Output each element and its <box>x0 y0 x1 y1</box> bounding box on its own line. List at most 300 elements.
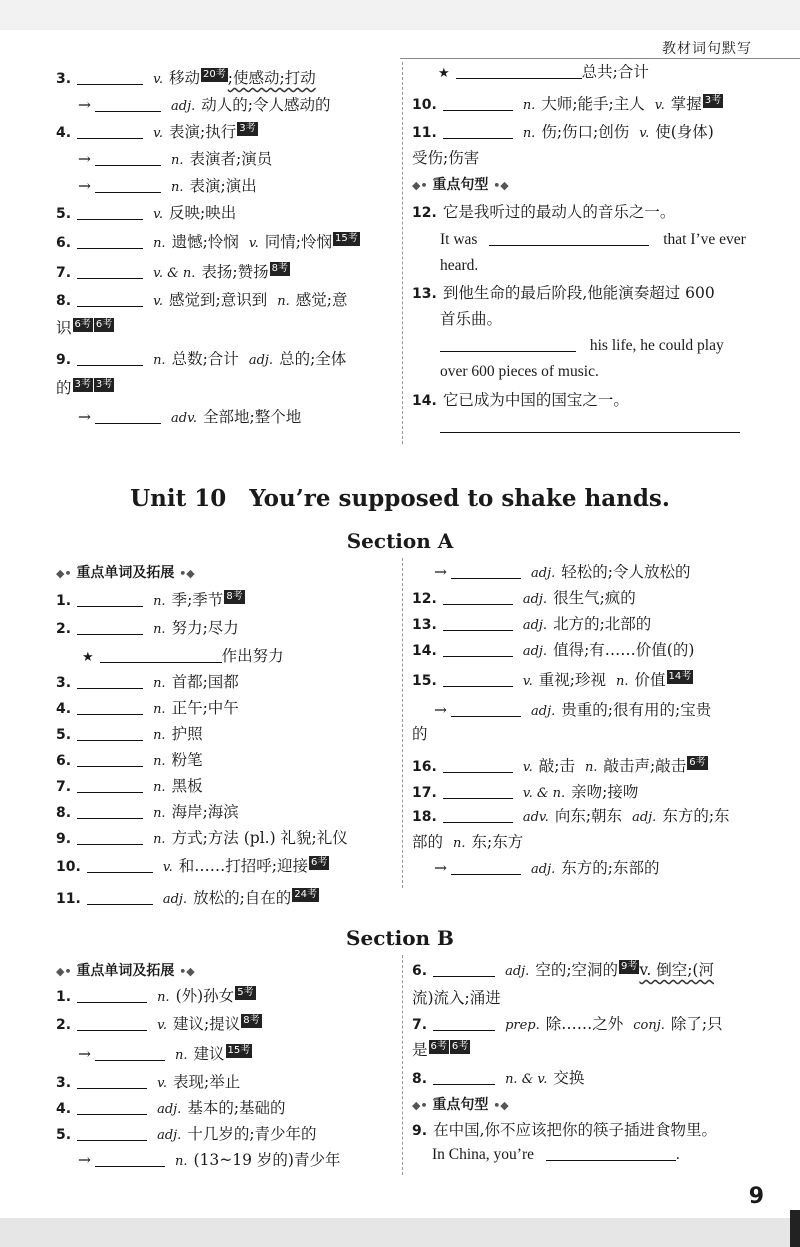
item-number: 2. <box>56 621 72 637</box>
definition: 方式;方法 (pl.) 礼貌;礼仪 <box>171 829 348 847</box>
exam-count-badge: 24考 <box>294 889 318 900</box>
arrow-icon: → <box>434 563 447 581</box>
definition-extra: 价值 <box>634 671 666 689</box>
vocab-row <box>56 122 258 144</box>
item-number: 15. <box>412 673 437 689</box>
column-divider-section-b <box>402 955 403 1175</box>
part-of-speech: n. <box>584 760 598 775</box>
section-b-title: Section B <box>346 926 454 950</box>
vocab-row <box>56 68 316 90</box>
vocab-row <box>56 349 346 371</box>
part-of-speech: n. <box>175 1154 188 1169</box>
vocab-row <box>412 148 479 168</box>
item-number: 1. <box>56 989 72 1005</box>
part-of-speech: n. <box>153 754 166 769</box>
vocab-row <box>412 832 523 854</box>
definition-extra: ;使感动;打动 <box>227 69 316 87</box>
definition-extra: 东;东方 <box>471 833 524 851</box>
unit-title: Unit 10 You’re supposed to shake hands. <box>130 485 670 512</box>
exam-count-badge: 6考 <box>310 857 328 868</box>
part-of-speech: n. <box>153 702 166 717</box>
definition: 除……之外 <box>545 1015 624 1033</box>
vocab-row <box>56 698 239 720</box>
definition: 空的;空洞的 <box>535 961 619 979</box>
column-divider-top <box>402 62 403 444</box>
exam-count-badge: 6考 <box>74 319 91 330</box>
definition: 首都;国都 <box>171 673 239 691</box>
star-icon: ★ <box>82 650 94 665</box>
exam-count-badge: 6考 <box>451 1041 469 1052</box>
definition: 反映;映出 <box>169 204 237 222</box>
answer-blank[interactable] <box>489 231 649 246</box>
answer-blank[interactable] <box>77 205 143 220</box>
definition: 敲;击 <box>538 757 575 775</box>
item-number: 10. <box>412 97 437 113</box>
part-of-speech: n. <box>157 990 170 1005</box>
vocab-row <box>412 588 636 610</box>
answer-blank[interactable] <box>100 648 222 663</box>
exam-count-badge: 15考 <box>334 233 358 244</box>
part-of-speech: n. <box>153 353 166 368</box>
sentence-12-en-cont: heard. <box>440 257 479 274</box>
answer-blank[interactable] <box>77 1100 147 1115</box>
definition: 轻松的;令人放松的 <box>561 563 691 581</box>
definition: 建议;提议 <box>173 1015 241 1033</box>
vocab-row <box>412 806 730 828</box>
continuation-text: 流)流入;涌进 <box>412 989 501 1007</box>
vocab-row <box>412 1040 470 1060</box>
exam-count-badge: 6考 <box>95 319 113 330</box>
part-of-speech: n. <box>171 153 184 168</box>
answer-blank[interactable] <box>433 1070 495 1085</box>
sentences-header-top: ◆• 重点句型 •◆ <box>412 177 509 193</box>
column-divider-section-a <box>402 558 403 888</box>
answer-blank[interactable] <box>443 808 513 823</box>
part-of-speech: v. <box>522 674 533 689</box>
vocab-row <box>56 646 284 668</box>
vocab-row <box>56 802 239 824</box>
vocab-row <box>56 407 301 429</box>
part-of-speech: v. <box>157 1018 167 1033</box>
definition: 放松的;自在的 <box>193 889 292 907</box>
arrow-icon: → <box>78 177 91 195</box>
definition: 重视;珍视 <box>538 671 606 689</box>
vocab-row <box>56 318 114 338</box>
part-of-speech: adj. <box>157 1102 182 1117</box>
definition: 粉笔 <box>171 751 203 769</box>
definition-extra: 敲击声;敲击 <box>603 757 687 775</box>
vocab-row <box>56 1150 340 1172</box>
item-number: 8. <box>412 1071 428 1087</box>
vocab-header-a: ◆• 重点单词及拓展 •◆ <box>56 565 195 581</box>
answer-blank[interactable] <box>440 337 576 352</box>
item-number: 10. <box>56 859 81 875</box>
answer-blank[interactable] <box>451 564 521 579</box>
part-of-speech: adj. <box>531 566 556 581</box>
item-number: 7. <box>412 1017 428 1033</box>
vocab-row <box>412 62 649 84</box>
vocab-row <box>56 1124 317 1146</box>
part-of-speech: n. <box>522 126 536 141</box>
answer-blank[interactable] <box>77 1016 147 1031</box>
item-number: 18. <box>412 809 437 825</box>
part-of-speech: adj. <box>505 964 530 979</box>
vocab-row <box>56 856 329 878</box>
continuation-text: 受伤;伤害 <box>412 149 480 167</box>
answer-blank[interactable] <box>77 1126 147 1141</box>
part-of-speech: prep. <box>505 1018 540 1033</box>
answer-blank[interactable] <box>87 858 153 873</box>
definition: 总数;合计 <box>171 350 239 368</box>
continuation-text: 是 <box>412 1041 428 1059</box>
definition: 十几岁的;青少年的 <box>187 1125 317 1143</box>
definition: 黑板 <box>171 777 203 795</box>
definition-extra: 掌握 <box>670 95 702 113</box>
answer-blank[interactable] <box>77 234 143 249</box>
vocab-row <box>56 724 203 746</box>
part-of-speech: adj. <box>248 353 274 368</box>
sentence-b9: 9. 在中国,你不应该把你的筷子插进食物里。 <box>412 1121 717 1139</box>
exam-count-badge: 8考 <box>271 263 288 274</box>
vocab-row <box>56 378 114 398</box>
item-number: 6. <box>412 963 428 979</box>
definition: 交换 <box>553 1069 585 1087</box>
sentence-13-cont: 首乐曲。 <box>440 310 503 328</box>
vocab-row <box>412 1014 723 1036</box>
answer-blank[interactable] <box>87 890 153 905</box>
definition: 北方的;北部的 <box>553 615 652 633</box>
part-of-speech: n. <box>615 674 629 689</box>
definition: 表演;执行 <box>169 123 237 141</box>
vocab-row <box>412 562 690 584</box>
definition: 表演者;演员 <box>189 150 273 168</box>
bottom-scan-strip <box>0 1218 800 1247</box>
part-of-speech: v. & n. <box>153 266 196 281</box>
vocab-row <box>56 828 348 850</box>
answer-blank[interactable] <box>77 70 143 85</box>
definition: 基本的;基础的 <box>187 1099 286 1117</box>
arrow-icon: → <box>78 150 91 168</box>
vocab-row <box>412 782 638 804</box>
exam-count-badge: 3考 <box>95 379 113 390</box>
answer-blank[interactable] <box>77 592 143 607</box>
part-of-speech: conj. <box>633 1018 665 1033</box>
part-of-speech: v. <box>153 207 163 222</box>
definition: 很生气;疯的 <box>553 589 636 607</box>
definition: 贵重的;很有用的;宝贵 <box>561 701 712 719</box>
answer-blank[interactable] <box>95 97 161 112</box>
exam-count-badge: 9考 <box>621 961 638 972</box>
continuation-text: 的 <box>412 725 428 743</box>
vocab-row <box>56 750 203 772</box>
definition-extra: 除了;只 <box>670 1015 723 1033</box>
definition: 动人的;令人感动的 <box>201 96 331 114</box>
vocab-row <box>412 756 708 778</box>
answer-blank[interactable] <box>77 292 143 307</box>
exam-count-badge: 20考 <box>203 69 226 80</box>
part-of-speech: n. <box>453 836 466 851</box>
vocab-row <box>56 888 319 910</box>
answer-blank[interactable] <box>443 96 513 111</box>
answer-blank[interactable] <box>77 700 143 715</box>
part-of-speech: n. <box>153 806 166 821</box>
sentences-header-b: ◆• 重点句型 •◆ <box>412 1097 509 1113</box>
answer-blank[interactable] <box>443 672 513 687</box>
item-number: 4. <box>56 125 72 141</box>
vocab-row <box>412 700 711 722</box>
vocab-row <box>412 858 659 880</box>
answer-blank[interactable] <box>443 784 513 799</box>
item-number: 13. <box>412 617 437 633</box>
sentence-b9-en: In China, you’re . <box>432 1146 680 1163</box>
item-number: 3. <box>56 1075 72 1091</box>
definition-extra: 同情;怜悯 <box>264 233 332 251</box>
definition: 总共;合计 <box>581 63 649 81</box>
part-of-speech: v. <box>639 126 650 141</box>
vocab-row <box>412 988 501 1008</box>
item-number: 11. <box>412 125 437 141</box>
part-of-speech: n. <box>171 180 184 195</box>
definition: 季;季节 <box>171 591 224 609</box>
exam-count-badge: 3考 <box>74 379 91 390</box>
item-number: 9. <box>56 352 72 368</box>
answer-line[interactable] <box>440 432 740 433</box>
vocab-row <box>56 149 272 171</box>
definition: 海岸;海滨 <box>171 803 239 821</box>
answer-blank[interactable] <box>77 726 143 741</box>
definition: 向东;朝东 <box>554 807 623 825</box>
vocab-row <box>56 1014 262 1036</box>
item-number: 7. <box>56 779 72 795</box>
vocab-row <box>56 672 239 694</box>
continuation-text: 部的 <box>412 833 444 851</box>
arrow-icon: → <box>78 408 91 426</box>
item-number: 12. <box>412 591 437 607</box>
answer-blank[interactable] <box>546 1146 676 1161</box>
answer-blank[interactable] <box>77 804 143 819</box>
answer-blank[interactable] <box>77 1074 147 1089</box>
item-number: 4. <box>56 701 72 717</box>
vocab-row <box>56 262 290 284</box>
answer-blank[interactable] <box>95 151 161 166</box>
vocab-row <box>412 960 714 982</box>
part-of-speech: v. <box>522 760 533 775</box>
sentence-13-en: his life, he could play <box>440 337 724 355</box>
arrow-icon: → <box>434 859 447 877</box>
definition-extra: 总的;全体 <box>279 350 347 368</box>
vocab-row <box>56 590 245 612</box>
definition: 和……打招呼;迎接 <box>178 857 308 875</box>
definition: 大师;能手;主人 <box>541 95 645 113</box>
vocab-header-b: ◆• 重点单词及拓展 •◆ <box>56 963 195 979</box>
part-of-speech: adv. <box>522 810 549 825</box>
definition: 亲吻;接吻 <box>571 783 639 801</box>
part-of-speech: n. <box>153 728 166 743</box>
sentence-13: 13. 到他生命的最后阶段,他能演奏超过 600 <box>412 284 715 302</box>
answer-blank[interactable] <box>77 620 143 635</box>
part-of-speech: adj. <box>162 892 188 907</box>
part-of-speech: adj. <box>531 704 556 719</box>
vocab-row <box>56 290 347 312</box>
vocab-row <box>412 1068 584 1090</box>
item-number: 14. <box>412 643 437 659</box>
part-of-speech: adv. <box>171 411 198 426</box>
arrow-icon: → <box>78 1151 91 1169</box>
part-of-speech: n. <box>153 832 166 847</box>
part-of-speech: n. & v. <box>505 1072 548 1087</box>
exam-count-badge: 8考 <box>226 591 243 602</box>
vocab-row <box>56 1044 252 1066</box>
answer-blank[interactable] <box>77 124 143 139</box>
definition: 感觉到;意识到 <box>169 291 268 309</box>
definition-extra: v. 倒空;(河 <box>639 961 714 979</box>
definition-extra: 使(身体) <box>655 123 714 141</box>
continuation-text: 识 <box>56 319 72 337</box>
vocab-row <box>56 776 203 798</box>
answer-blank[interactable] <box>95 1046 165 1061</box>
answer-blank[interactable] <box>77 351 143 366</box>
vocab-row <box>56 95 330 117</box>
vocab-row <box>56 986 256 1008</box>
definition: 遗憾;怜悯 <box>171 233 239 251</box>
definition: 表扬;赞扬 <box>201 263 269 281</box>
item-number: 16. <box>412 759 437 775</box>
item-number: 3. <box>56 675 72 691</box>
arrow-icon: → <box>78 1045 91 1063</box>
vocab-row <box>56 618 239 640</box>
answer-blank[interactable] <box>95 1152 165 1167</box>
answer-blank[interactable] <box>433 962 495 977</box>
item-number: 17. <box>412 785 437 801</box>
part-of-speech: n. <box>522 98 536 113</box>
definition: 作出努力 <box>221 647 284 665</box>
item-number: 3. <box>56 71 72 87</box>
part-of-speech: v. <box>153 126 163 141</box>
top-scan-strip <box>0 0 800 30</box>
definition-extra: 感觉;意 <box>295 291 348 309</box>
part-of-speech: v. <box>157 1076 167 1091</box>
part-of-speech: v. <box>248 236 259 251</box>
answer-blank[interactable] <box>433 1016 495 1031</box>
arrow-icon: → <box>78 96 91 114</box>
page-edge-mark <box>790 1210 800 1247</box>
item-number: 7. <box>56 265 72 281</box>
exam-count-badge: 6考 <box>689 757 706 768</box>
item-number: 4. <box>56 1101 72 1117</box>
answer-blank[interactable] <box>77 830 143 845</box>
exam-count-badge: 14考 <box>668 671 692 682</box>
definition: (13~19 岁的)青少年 <box>193 1151 341 1169</box>
answer-blank[interactable] <box>451 702 521 717</box>
sentence-12-en: It was that I’ve ever <box>440 231 746 248</box>
definition: 护照 <box>171 725 203 743</box>
exam-count-badge: 5考 <box>237 987 254 998</box>
vocab-row <box>56 1072 240 1094</box>
arrow-icon: → <box>434 701 447 719</box>
part-of-speech: n. <box>153 236 166 251</box>
item-number: 5. <box>56 206 72 222</box>
answer-blank[interactable] <box>77 674 143 689</box>
answer-blank[interactable] <box>95 409 161 424</box>
part-of-speech: adj. <box>531 862 556 877</box>
definition: 表演;演出 <box>189 177 257 195</box>
item-number: 1. <box>56 593 72 609</box>
part-of-speech: n. <box>153 622 166 637</box>
answer-blank[interactable] <box>443 642 513 657</box>
answer-blank[interactable] <box>456 64 582 79</box>
vocab-row <box>412 724 428 744</box>
answer-blank[interactable] <box>443 124 513 139</box>
star-icon: ★ <box>438 66 450 81</box>
part-of-speech: v. <box>654 98 665 113</box>
answer-blank[interactable] <box>443 758 513 773</box>
part-of-speech: adj. <box>522 644 548 659</box>
exam-count-badge: 8考 <box>243 1015 260 1026</box>
answer-blank[interactable] <box>95 178 161 193</box>
vocab-row <box>412 670 693 692</box>
part-of-speech: n. <box>153 594 166 609</box>
part-of-speech: n. <box>153 676 166 691</box>
exam-count-badge: 3考 <box>704 95 722 106</box>
definition: 努力;尽力 <box>171 619 239 637</box>
part-of-speech: adj. <box>171 99 196 114</box>
answer-blank[interactable] <box>451 860 521 875</box>
part-of-speech: v. <box>153 72 163 87</box>
vocab-row <box>412 614 651 636</box>
answer-blank[interactable] <box>77 264 143 279</box>
part-of-speech: n. <box>175 1048 188 1063</box>
part-of-speech: v. <box>162 860 173 875</box>
item-number: 6. <box>56 235 72 251</box>
sentence-14: 14. 它已成为中国的国宝之一。 <box>412 391 629 409</box>
exam-count-badge: 15考 <box>227 1045 251 1056</box>
sentence-13-en-cont: over 600 pieces of music. <box>440 363 599 380</box>
vocab-row <box>412 94 723 116</box>
sentence-12: 12. 它是我听过的最动人的音乐之一。 <box>412 203 676 221</box>
item-number: 11. <box>56 891 81 907</box>
answer-blank[interactable] <box>77 988 147 1003</box>
continuation-text: 的 <box>56 379 72 397</box>
answer-blank[interactable] <box>443 590 513 605</box>
part-of-speech: n. <box>277 294 290 309</box>
definition: 移动 <box>169 69 201 87</box>
item-number: 8. <box>56 805 72 821</box>
definition: 正午;中午 <box>171 699 239 717</box>
answer-blank[interactable] <box>77 778 143 793</box>
item-number: 5. <box>56 727 72 743</box>
definition: 东方的;东部的 <box>561 859 660 877</box>
vocab-row <box>56 232 360 254</box>
vocab-row <box>56 1098 286 1120</box>
answer-blank[interactable] <box>443 616 513 631</box>
definition: 表现;举止 <box>173 1073 241 1091</box>
part-of-speech: adj. <box>522 592 548 607</box>
page-number: 9 <box>748 1184 764 1209</box>
answer-blank[interactable] <box>77 752 143 767</box>
definition: (外)孙女 <box>175 987 235 1005</box>
definition: 值得;有……价值(的) <box>553 641 695 659</box>
page-header: 教材词句默写 <box>662 41 752 57</box>
item-number: 2. <box>56 1017 72 1033</box>
item-number: 9. <box>56 831 72 847</box>
definition: 全部地;整个地 <box>203 408 302 426</box>
part-of-speech: v. & n. <box>522 786 566 801</box>
vocab-row <box>412 640 694 662</box>
part-of-speech: adj. <box>632 810 657 825</box>
part-of-speech: n. <box>153 780 166 795</box>
section-a-title: Section A <box>346 529 454 553</box>
item-number: 5. <box>56 1127 72 1143</box>
